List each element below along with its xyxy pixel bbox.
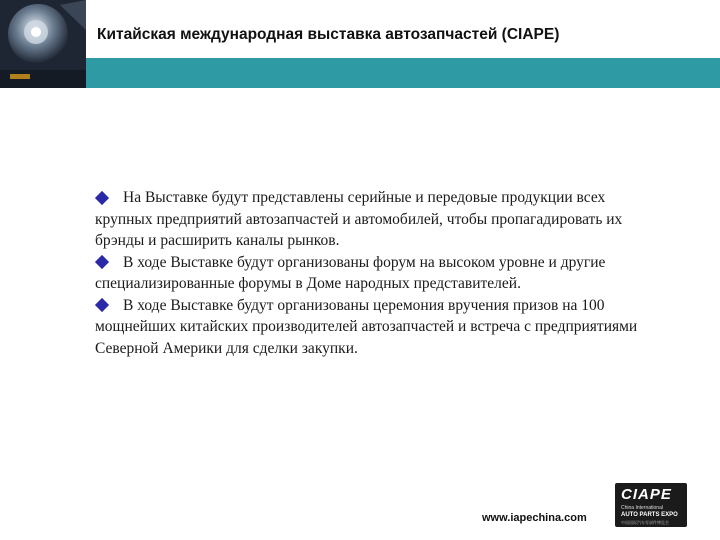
headlight-photo <box>0 0 86 88</box>
header-accent-bar <box>86 58 720 88</box>
logo-chinese-label: 中国国际汽车零部件博览会 <box>621 520 669 525</box>
logo-name: CIAPE <box>621 486 672 503</box>
bullet-item <box>95 187 655 252</box>
slide-header <box>0 0 720 88</box>
diamond-bullet-icon <box>95 298 109 312</box>
diamond-bullet-icon <box>95 255 109 269</box>
ciape-logo <box>615 483 687 527</box>
slide-title: Китайская международная выставка автозапчастей (CIAPE) <box>97 26 560 43</box>
bullet-text: В ходе Выставке будут организованы церемония вручения призов на 100 мощнейших китайских производителей автозапчастей и встреча с предприятиями Северной Америки для сделки закупки. <box>95 296 638 357</box>
bullet-item <box>95 252 655 295</box>
bullet-text: В ходе Выставке будут организованы форум на высоком уровне и другие специализированные форумы в Доме народных представителей. <box>95 253 606 292</box>
logo-subtitle: China International <box>621 505 663 511</box>
website-url: www.iapechina.com <box>482 512 587 524</box>
bullet-text: На Выставке будут представлены серийные и передовые продукции всех крупных предприятий автозапчастей и автомобилей, чтобы пропагадировать их брэнды и расширить каналы рынков. <box>95 189 623 249</box>
bullet-list <box>95 187 655 359</box>
bullet-item <box>95 295 655 360</box>
diamond-bullet-icon <box>95 191 109 205</box>
logo-expo-label: AUTO PARTS EXPO <box>621 512 678 518</box>
